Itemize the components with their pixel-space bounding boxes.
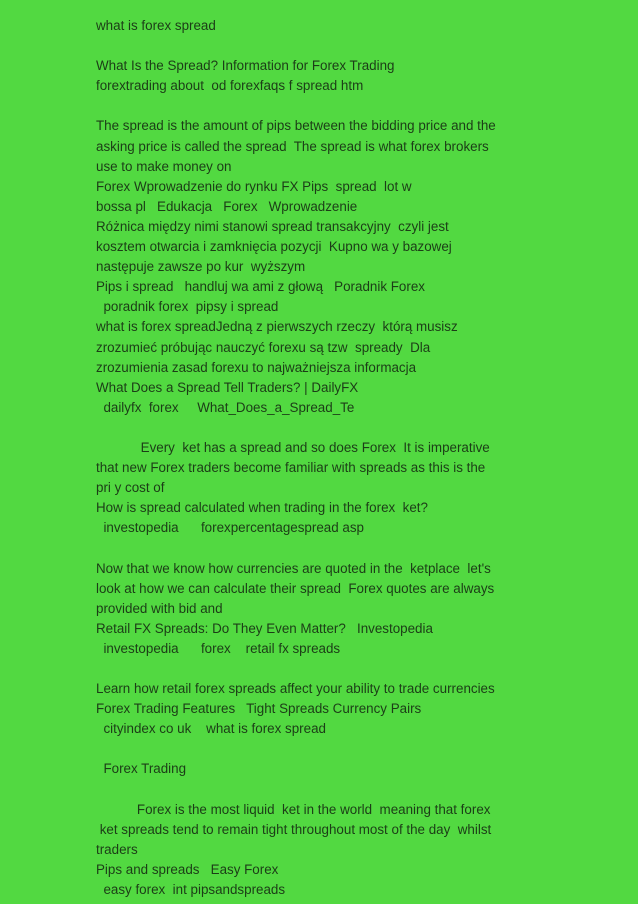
text-line: następuje zawsze po kur wyższym <box>96 259 306 275</box>
text-line: what is forex spread <box>96 18 216 33</box>
text-line: traders <box>96 841 138 857</box>
text-line: zrozumieć próbując nauczyć forexu są tzw spready Dla <box>96 339 431 355</box>
text-line: what is forex spreadJedną z pierwszych rzeczy którą musisz <box>96 319 458 335</box>
text-line: pri y cost of <box>96 480 165 496</box>
document-page <box>96 16 536 900</box>
text-line: Forex Trading Features Tight Spreads Currency Pairs <box>96 701 422 717</box>
text-line: Pips and spreads Easy Forex <box>96 861 279 877</box>
text-line: asking price is called the spread The spread is what forex brokers <box>96 138 489 154</box>
text-line: What Is the Spread? Information for Forex Trading <box>96 58 395 74</box>
text-line: easy forex int pipsandspreads <box>96 882 286 898</box>
blank-line <box>96 780 536 800</box>
blank-line <box>96 418 536 438</box>
text-line: use to make money on <box>96 158 232 174</box>
text-line: look at how we can calculate their spread Forex quotes are always <box>96 580 495 596</box>
text-line: that new Forex traders become familiar with spreads as this is the <box>96 460 486 476</box>
text-line: Różnica między nimi stanowi spread transakcyjny czyli jest <box>96 218 449 234</box>
text-line: Every ket has a spread and so does Forex It is imperative <box>96 439 490 455</box>
text-line: bossa pl Edukacja Forex Wprowadzenie <box>96 198 358 214</box>
blank-line <box>96 538 536 558</box>
text-line: zrozumienia zasad forexu to najważniejsza informacja <box>96 359 417 375</box>
text-line: Forex Wprowadzenie do rynku FX Pips spread lot w <box>96 178 412 194</box>
text-line: How is spread calculated when trading in the forex ket? <box>96 500 428 516</box>
text-line: Forex is the most liquid ket in the world meaning that forex <box>96 801 491 817</box>
text-line: Pips i spread handluj wa ami z głową Poradnik Forex <box>96 279 425 295</box>
text-line: Now that we know how currencies are quoted in the ketplace let's <box>96 560 491 576</box>
text-line: Learn how retail forex spreads affect your ability to trade currencies <box>96 681 495 697</box>
text-line: dailyfx forex What_Does_a_Spread_Te <box>96 399 355 415</box>
blank-line <box>96 739 536 759</box>
text-line: Forex Trading <box>96 761 187 777</box>
blank-line <box>96 36 536 56</box>
text-line: ket spreads tend to remain tight throughout most of the day whilst <box>96 821 492 837</box>
text-line: cityindex co uk what is forex spread <box>96 721 326 737</box>
text-line: What Does a Spread Tell Traders? | DailyFX <box>96 379 359 395</box>
text-line: poradnik forex pipsy i spread <box>96 299 279 315</box>
text-line: investopedia forex retail fx spreads <box>96 640 341 656</box>
blank-line <box>96 659 536 679</box>
text-line: investopedia forexpercentagespread asp <box>96 520 364 536</box>
text-line: forextrading about od forexfaqs f spread htm <box>96 78 364 94</box>
text-line: Retail FX Spreads: Do They Even Matter? Investopedia <box>96 620 433 636</box>
text-line: provided with bid and <box>96 600 223 616</box>
blank-line <box>96 96 536 116</box>
text-line: kosztem otwarcia i zamknięcia pozycji Kupno wa y bazowej <box>96 239 452 255</box>
text-line: The spread is the amount of pips between the bidding price and the <box>96 118 496 134</box>
